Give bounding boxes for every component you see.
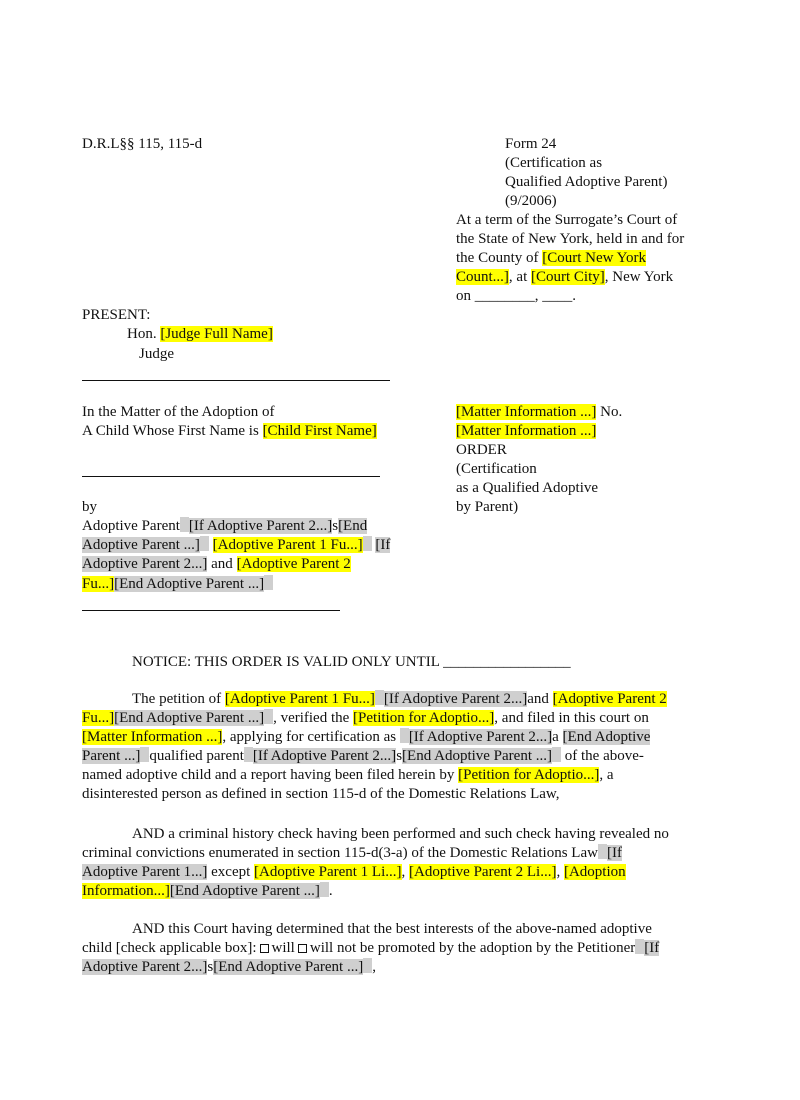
if-adoptive-parent-1-field[interactable]: Adoptive Parent 1...] [82, 864, 208, 880]
will-checkbox[interactable] [260, 944, 269, 953]
child-first-name-field[interactable]: [Child First Name] [262, 423, 377, 439]
field-marker[interactable] [264, 709, 273, 724]
form-title-line: (Certification as [505, 155, 603, 171]
end-adoptive-parent-field[interactable]: [End Adoptive [562, 729, 651, 745]
docket-line: [Matter Information ...] No. [456, 404, 623, 420]
petition-paragraph-line: disinterested person as defined in section 115-d of the Domestic Relations Law, [82, 786, 560, 802]
criminal-check-paragraph-line: Information...][End Adoptive Parent ...] . [82, 883, 333, 899]
form-title-line: Qualified Adoptive Parent) [505, 174, 668, 190]
court-city-field[interactable]: [Court City] [531, 269, 605, 285]
if-adoptive-parent-2-field[interactable]: [If Adoptive Parent 2...] [408, 729, 553, 745]
end-adoptive-parent-field[interactable]: Parent ...] [82, 748, 141, 764]
will-not-checkbox[interactable] [298, 944, 307, 953]
field-marker[interactable] [400, 728, 409, 743]
field-marker[interactable] [200, 536, 209, 551]
petition-paragraph-line: Parent ...] qualified parent [If Adoptive Parent 2...]s[End Adoptive Parent ...] of the above- [82, 748, 644, 764]
if-adoptive-parent-2-field[interactable]: [If Adoptive Parent 2...] [188, 518, 333, 534]
best-interests-paragraph-line: Adoptive Parent 2...]s[End Adoptive Parent ...] , [82, 959, 376, 975]
petition-paragraph-line: The petition of [Adoptive Parent 1 Fu...] [If Adoptive Parent 2...]and [Adoptive Parent 2 [132, 691, 667, 707]
adoptive-parent-line [82, 575, 273, 594]
petition-for-adoption-field[interactable]: [Petition for Adoptio...] [353, 710, 495, 726]
adoptive-parent-line: Adoptive Parent 2...] and [Adoptive Parent 2 [82, 556, 351, 572]
criminal-check-paragraph-line: AND a criminal history check having been performed and such check having revealed no [132, 826, 669, 842]
present-label: PRESENT: [82, 307, 151, 323]
petition-for-adoption-field[interactable]: [Petition for Adoptio...] [458, 767, 600, 783]
end-adoptive-parent-field[interactable]: [End Adoptive Parent ...] [114, 710, 265, 726]
adoption-information-field[interactable]: Information...] [82, 883, 170, 899]
matter-information-field[interactable]: [Matter Information ...] [456, 423, 597, 439]
order-subtitle: (Certification [456, 461, 537, 477]
court-line: Count...], at [Court City], New York [456, 269, 674, 285]
order-subtitle: as a Qualified Adoptive [456, 480, 599, 496]
order-title: ORDER [456, 442, 507, 458]
adoptive-parent-2-list-field[interactable]: [Adoptive Parent 2 Li...] [409, 864, 557, 880]
if-adoptive-parent-2-field[interactable]: [If Adoptive Parent 2...] [383, 691, 528, 707]
validity-notice: NOTICE: THIS ORDER IS VALID ONLY UNTIL _________________ [132, 654, 571, 670]
court-line: At a term of the Surrogate’s Court of [456, 212, 678, 228]
divider [82, 476, 380, 477]
judge-name-field[interactable]: [Judge Full Name] [160, 326, 273, 342]
petition-paragraph-line: named adoptive child and a report having been filed herein by [Petition for Adoptio...], a [82, 767, 614, 783]
matter-information-field[interactable]: [Matter Information ...] [456, 404, 597, 420]
by-label: by [82, 499, 97, 515]
field-marker[interactable] [264, 575, 273, 590]
field-marker[interactable] [635, 939, 644, 954]
court-line: the County of [Court New York [456, 250, 647, 266]
adoptive-parent-2-full-field[interactable]: Fu...] [82, 576, 115, 592]
matter-information-field[interactable]: [Matter Information ...] [82, 729, 223, 745]
court-line: the State of New York, held in and for [456, 231, 685, 247]
adoptive-parent-1-list-field[interactable]: [Adoptive Parent 1 Li...] [254, 864, 402, 880]
end-adoptive-parent-field[interactable]: [End [338, 518, 368, 534]
form-date: (9/2006) [505, 193, 557, 209]
field-marker[interactable] [244, 747, 253, 762]
if-adoptive-parent-1-field[interactable]: [If [606, 845, 622, 861]
divider [82, 610, 340, 611]
court-date-line: on ________, ____. [456, 288, 576, 304]
end-adoptive-parent-field[interactable]: [End Adoptive Parent ...] [213, 959, 364, 975]
field-marker[interactable] [320, 882, 329, 897]
judge-line: Hon. [Judge Full Name] [127, 326, 273, 342]
criminal-check-paragraph-line: Adoptive Parent 1...] except [Adoptive Parent 1 Li...], [Adoptive Parent 2 Li...], [Adoption [82, 864, 626, 880]
order-subtitle: by Parent) [456, 499, 519, 515]
if-adoptive-parent-2-field[interactable]: Adoptive Parent 2...] [82, 959, 208, 975]
matter-title: In the Matter of the Adoption of [82, 404, 275, 420]
statute-reference: D.R.L§§ 115, 115-d [82, 136, 203, 152]
petition-paragraph-line: [Matter Information ...], applying for certification as [If Adoptive Parent 2...]a [End Adoptive [82, 729, 651, 745]
form-number: Form 24 [505, 136, 557, 152]
matter-child-line: A Child Whose First Name is [Child First Name] [82, 423, 377, 439]
judge-label: Judge [139, 346, 174, 362]
if-adoptive-parent-2-field[interactable]: Adoptive Parent 2...] [82, 556, 208, 572]
adoptive-parent-2-full-field[interactable]: [Adoptive Parent 2 [236, 556, 351, 572]
field-marker[interactable] [375, 690, 384, 705]
docket-line [456, 422, 596, 441]
if-adoptive-parent-2-field[interactable]: [If [375, 537, 391, 553]
court-county-field[interactable]: [Court New York [542, 250, 647, 266]
best-interests-paragraph-line: AND this Court having determined that the best interests of the above-named adoptive [132, 921, 652, 937]
divider [82, 380, 390, 381]
adoptive-parent-1-full-field[interactable]: [Adoptive Parent 1 Fu...] [212, 537, 363, 553]
adoptive-parent-1-full-field[interactable]: [Adoptive Parent 1 Fu...] [224, 691, 375, 707]
adoptive-parent-2-full-field[interactable]: Fu...] [82, 710, 115, 726]
adoptive-parent-2-full-field[interactable]: [Adoptive Parent 2 [552, 691, 667, 707]
adoptive-parent-line [82, 536, 390, 555]
if-adoptive-parent-2-field[interactable]: [If Adoptive Parent 2...] [252, 748, 397, 764]
if-adoptive-parent-2-field[interactable]: [If [644, 940, 660, 956]
field-marker[interactable] [363, 536, 372, 551]
field-marker[interactable] [140, 747, 149, 762]
criminal-check-paragraph-line: criminal convictions enumerated in section 115-d(3-a) of the Domestic Relations Law [If [82, 845, 622, 861]
field-marker[interactable] [363, 958, 372, 973]
best-interests-paragraph-line: child [check applicable box]: will will not be promoted by the adoption by the Petitioner [If [82, 940, 660, 956]
court-county-field[interactable]: Count...] [456, 269, 509, 285]
end-adoptive-parent-field[interactable]: Adoptive Parent ...] [82, 537, 200, 553]
field-marker[interactable] [598, 844, 607, 859]
field-marker[interactable] [552, 747, 561, 762]
end-adoptive-parent-field[interactable]: [End Adoptive Parent ...] [402, 748, 553, 764]
petition-paragraph-line: Fu...][End Adoptive Parent ...] , verified the [Petition for Adoptio...], and filed in this court on [82, 710, 649, 726]
adoption-information-field[interactable]: [Adoption [563, 864, 626, 880]
field-marker[interactable] [180, 517, 189, 532]
end-adoptive-parent-field[interactable]: [End Adoptive Parent ...] [169, 883, 320, 899]
end-adoptive-parent-field[interactable]: [End Adoptive Parent ...] [114, 576, 265, 592]
adoptive-parent-line: Adoptive Parent [If Adoptive Parent 2...]s[End [82, 518, 368, 534]
